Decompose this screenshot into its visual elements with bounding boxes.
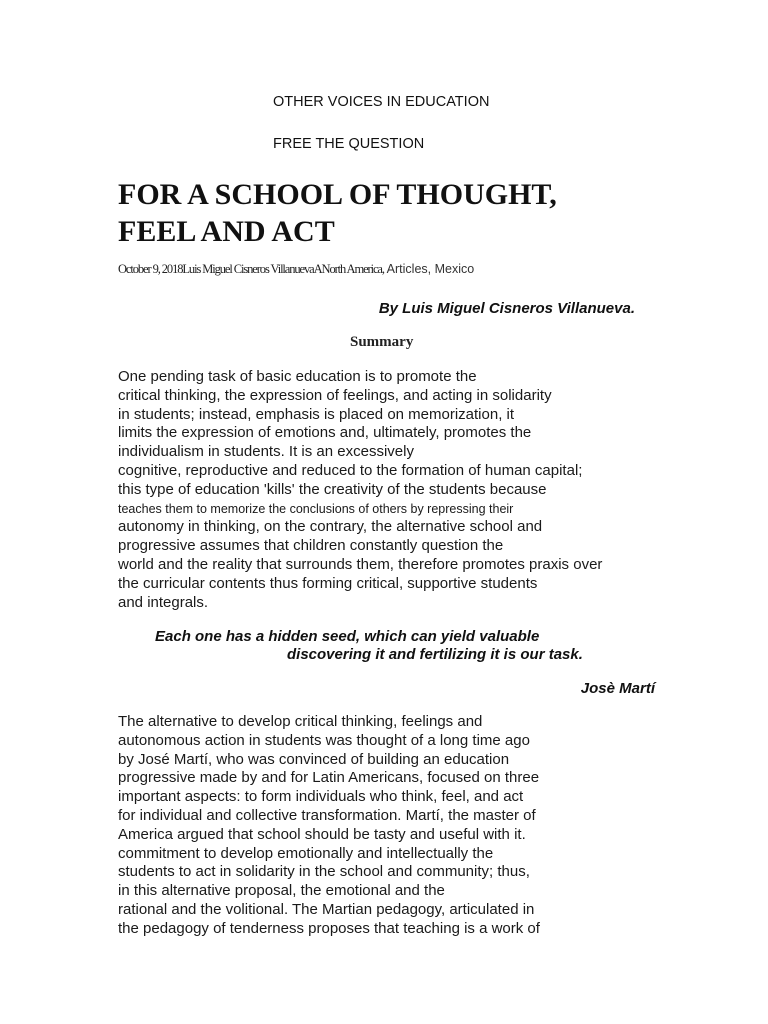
meta-categories: Articles, Mexico xyxy=(383,262,475,276)
text-line: individualism in students. It is an excessively xyxy=(118,443,414,461)
article-title xyxy=(118,176,557,250)
text-line: autonomous action in students was thought of a long time ago xyxy=(118,731,530,749)
text-line: students to act in solidarity in the school and community; thus, xyxy=(118,863,530,881)
text-line: the pedagogy of tenderness proposes that teaching is a work of xyxy=(118,919,540,937)
title-line: FOR A SCHOOL OF THOUGHT, xyxy=(118,178,557,211)
section-kicker: OTHER VOICES IN EDUCATION xyxy=(273,94,490,110)
meta-date-author: October 9, 2018Luis Miguel Cisneros VillanuevaANorth America, xyxy=(118,262,384,276)
text-line: the curricular contents thus forming critical, supportive students xyxy=(118,574,538,592)
paragraph-body xyxy=(118,713,540,939)
column-kicker: FREE THE QUESTION xyxy=(273,136,425,152)
paragraph-summary xyxy=(118,368,602,612)
text-line: world and the reality that surrounds them, therefore promotes praxis over xyxy=(118,555,603,573)
text-line: in students; instead, emphasis is placed on memorization, it xyxy=(118,405,515,423)
text-line: progressive made by and for Latin Americans, focused on three xyxy=(118,769,540,787)
text-line: in this alternative proposal, the emotional and the xyxy=(118,882,445,900)
text-line: critical thinking, the expression of feelings, and acting in solidarity xyxy=(118,386,552,404)
text-line: teaches them to memorize the conclusions of others by repressing their xyxy=(118,501,514,516)
text-line: and integrals. xyxy=(118,593,209,611)
text-line: for individual and collective transformation. Martí, the master of xyxy=(118,806,536,824)
byline: By Luis Miguel Cisneros Villanueva. xyxy=(378,300,635,317)
text-line: One pending task of basic education is to promote the xyxy=(118,368,477,385)
text-line: by José Martí, who was convinced of building an education xyxy=(118,750,510,768)
summary-heading: Summary xyxy=(350,334,414,350)
quote-line: discovering it and fertilizing it is our task. xyxy=(287,646,583,663)
text-line: rational and the volitional. The Martian pedagogy, articulated in xyxy=(118,900,535,918)
text-line: autonomy in thinking, on the contrary, the alternative school and xyxy=(118,518,543,536)
text-line: commitment to develop emotionally and intellectually the xyxy=(118,844,494,862)
article-meta xyxy=(118,262,474,277)
text-line: cognitive, reproductive and reduced to the formation of human capital; xyxy=(118,461,583,479)
text-line: The alternative to develop critical thinking, feelings and xyxy=(118,713,483,730)
text-line: this type of education 'kills' the creativity of the students because xyxy=(118,480,547,498)
text-line: America argued that school should be tasty and useful with it. xyxy=(118,825,526,843)
quote-author: Josè Martí xyxy=(580,680,655,697)
text-line: progressive assumes that children constantly question the xyxy=(118,537,504,555)
text-line: limits the expression of emotions and, ultimately, promotes the xyxy=(118,424,532,442)
quote-line: Each one has a hidden seed, which can yield valuable xyxy=(155,628,540,645)
text-line: important aspects: to form individuals who think, feel, and act xyxy=(118,788,524,806)
title-line: FEEL AND ACT xyxy=(118,215,335,248)
